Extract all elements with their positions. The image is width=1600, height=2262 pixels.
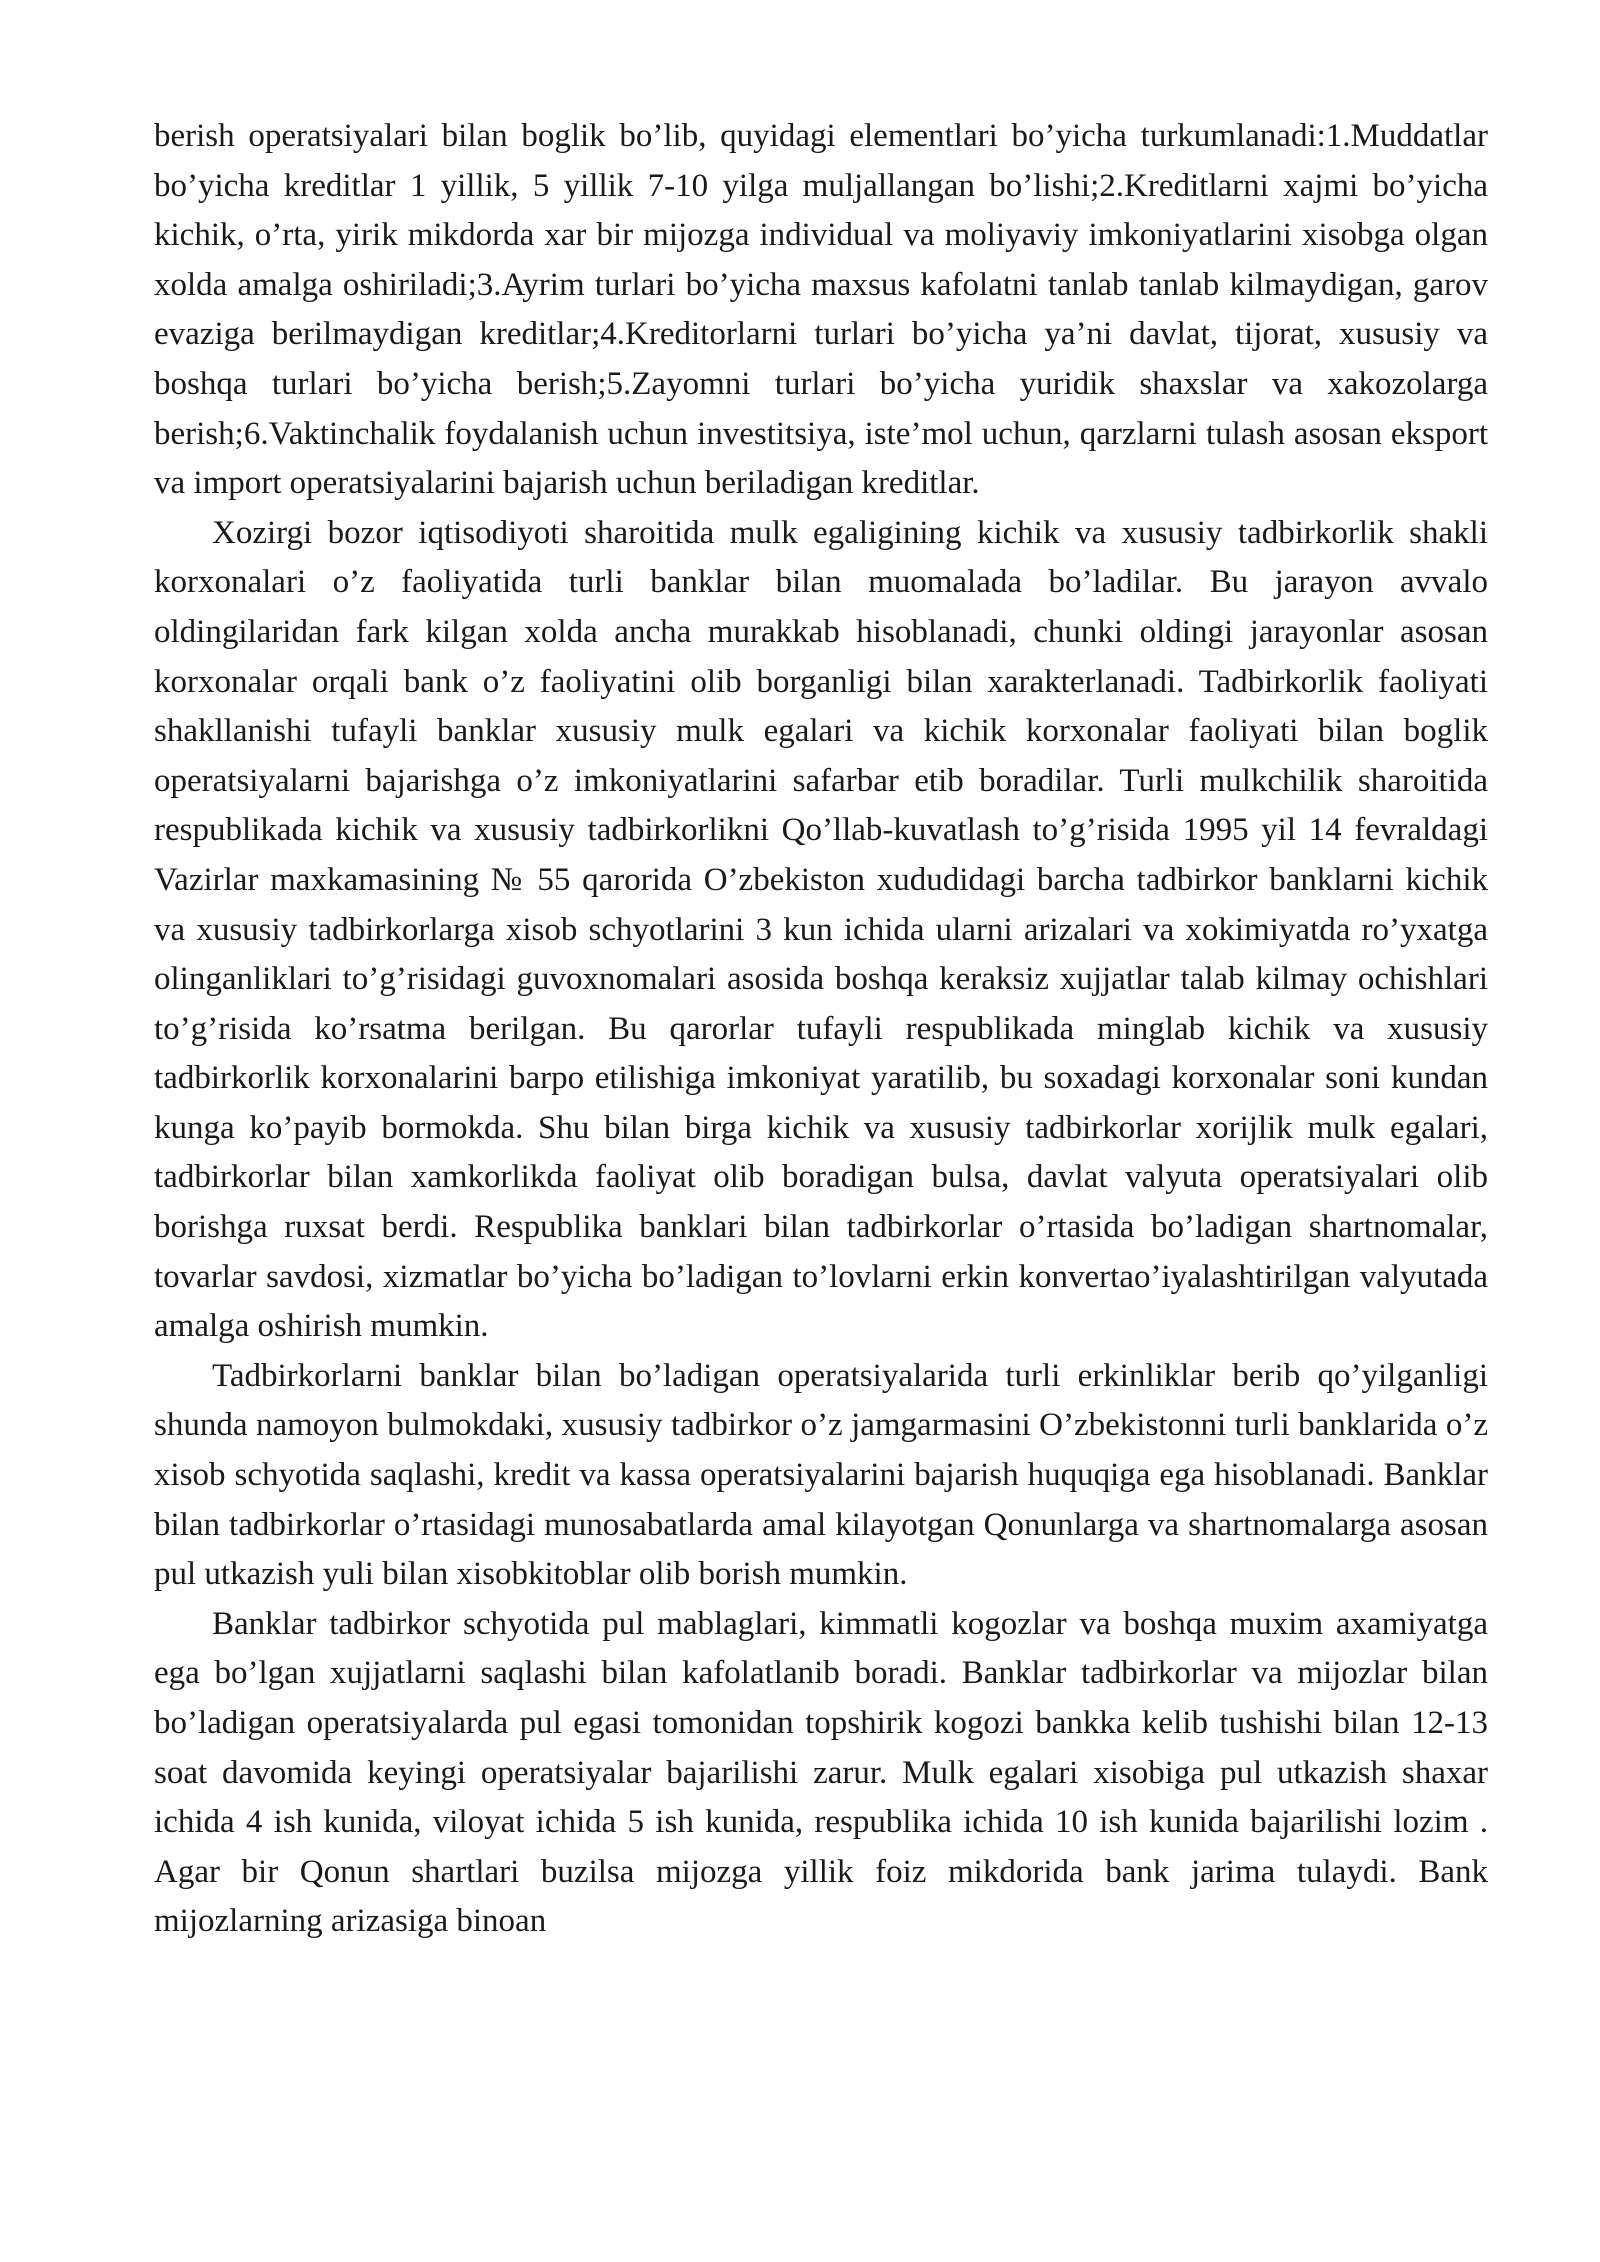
paragraph-small-business-banking: Xozirgi bozor iqtisodiyoti sharoitida mulk egaligining kichik va xususiy tadbirkorlik shakli korxonalari o’z faoliyatida turli banklar bilan muomalada bo’ladilar. Bu jarayon avvalo oldingilaridan fark kilgan xolda ancha murakkab hisoblanadi, chunki oldingi jarayonlar asosan korxonalar orqali bank o’z faoliyatini olib borganligi bilan xarakterlanadi. Tadbirkorlik faoliyati shakllanishi tufayli banklar xususiy mulk egalari va kichik korxonalar faoliyati bilan boglik operatsiyalarni bajarishga o’z imkoniyatlarini safarbar etib boradilar. Turli mulkchilik sharoitida respublikada kichik va xususiy tadbirkorlikni Qo’llab-kuvatlash to’g’risida 1995 yil 14 fevraldagi Vazirlar maxkamasining № 55 qarorida O’zbekiston xududidagi barcha tadbirkor banklarni kichik va xususiy tadbirkorlarga xisob schyotlarini 3 kun ichida ularni arizalari va xokimiyatda ro’yxatga olinganliklari to’g’risidagi guvoxnomalari asosida boshqa keraksiz xujjatlar talab kilmay ochishlari to’g’risida ko’rsatma berilgan. Bu qarorlar tufayli respublikada minglab kichik va xususiy tadbirkorlik korxonalarini barpo etilishiga imkoniyat yaratilib, bu soxadagi korxonalar soni kundan kunga ko’payib bormokda. Shu bilan birga kichik va xususiy tadbirkorlar xorijlik mulk egalari, tadbirkorlar bilan xamkorlikda faoliyat olib boradigan bulsa, davlat valyuta operatsiyalari olib borishga ruxsat berdi. Respublika banklari bilan tadbirkorlar o’rtasida bo’ladigan shartnomalar, tovarlar savdosi, xizmatlar bo’yicha bo’ladigan to’lovlarni erkin konvertao’iyalashtirilgan valyutada amalga oshirish mumkin. [154,514,1488,1345]
document-page [154,112,1488,1947]
paragraph-credit-types: berish operatsiyalari bilan boglik bo’lib, quyidagi elementlari bo’yicha turkumlanadi:1.Muddatlar bo’yicha kreditlar 1 yillik, 5 yillik 7-10 yilga muljallangan bo’lishi;2.Kreditlarni xajmi bo’yicha kichik, o’rta, yirik mikdorda xar bir mijozga individual va moliyaviy imkoniyatlarini xisobga olgan xolda amalga oshiriladi;3.Ayrim turlari bo’yicha maxsus kafolatni tanlab tanlab kilmaydigan, garov evaziga berilmaydigan kreditlar;4.Kreditorlarni turlari bo’yicha ya’ni davlat, tijorat, xususiy va boshqa turlari bo’yicha berish;5.Zayomni turlari bo’yicha yuridik shaxslar va xakozolarga berish;6.Vaktinchalik foydalanish uchun investitsiya, iste’mol uchun, qarzlarni tulash asosan eksport va import operatsiyalarini bajarish uchun beriladigan kreditlar. [154,118,1488,502]
paragraph-entrepreneur-freedoms: Tadbirkorlarni banklar bilan bo’ladigan operatsiyalarida turli erkinliklar berib qo’yilganligi shunda namoyon bulmokdaki, xususiy tadbirkor o’z jamgarmasini O’zbekistonni turli banklarida o’z xisob schyotida saqlashi, kredit va kassa operatsiyalarini bajarish huquqiga ega hisoblanadi. Banklar bilan tadbirkorlar o’rtasidagi munosabatlarda amal kilayotgan Qonunlarga va shartnomalarga asosan pul utkazish yuli bilan xisobkitoblar olib borish mumkin. [154,1357,1488,1593]
paragraph-bank-guarantees: Banklar tadbirkor schyotida pul mablaglari, kimmatli kogozlar va boshqa muxim axamiyatga ega bo’lgan xujjatlarni saqlashi bilan kafolatlanib boradi. Banklar tadbirkorlar va mijozlar bilan bo’ladigan operatsiyalarda pul egasi tomonidan topshirik kogozi bankka kelib tushishi bilan 12-13 soat davomida keyingi operatsiyalar bajarilishi zarur. Mulk egalari xisobiga pul utkazish shaxar ichida 4 ish kunida, viloyat ichida 5 ish kunida, respublika ichida 10 ish kunida bajarilishi lozim . Agar bir Qonun shartlari buzilsa mijozga yillik foiz mikdorida bank jarima tulaydi. Bank mijozlarning arizasiga binoan [154,1605,1488,1940]
